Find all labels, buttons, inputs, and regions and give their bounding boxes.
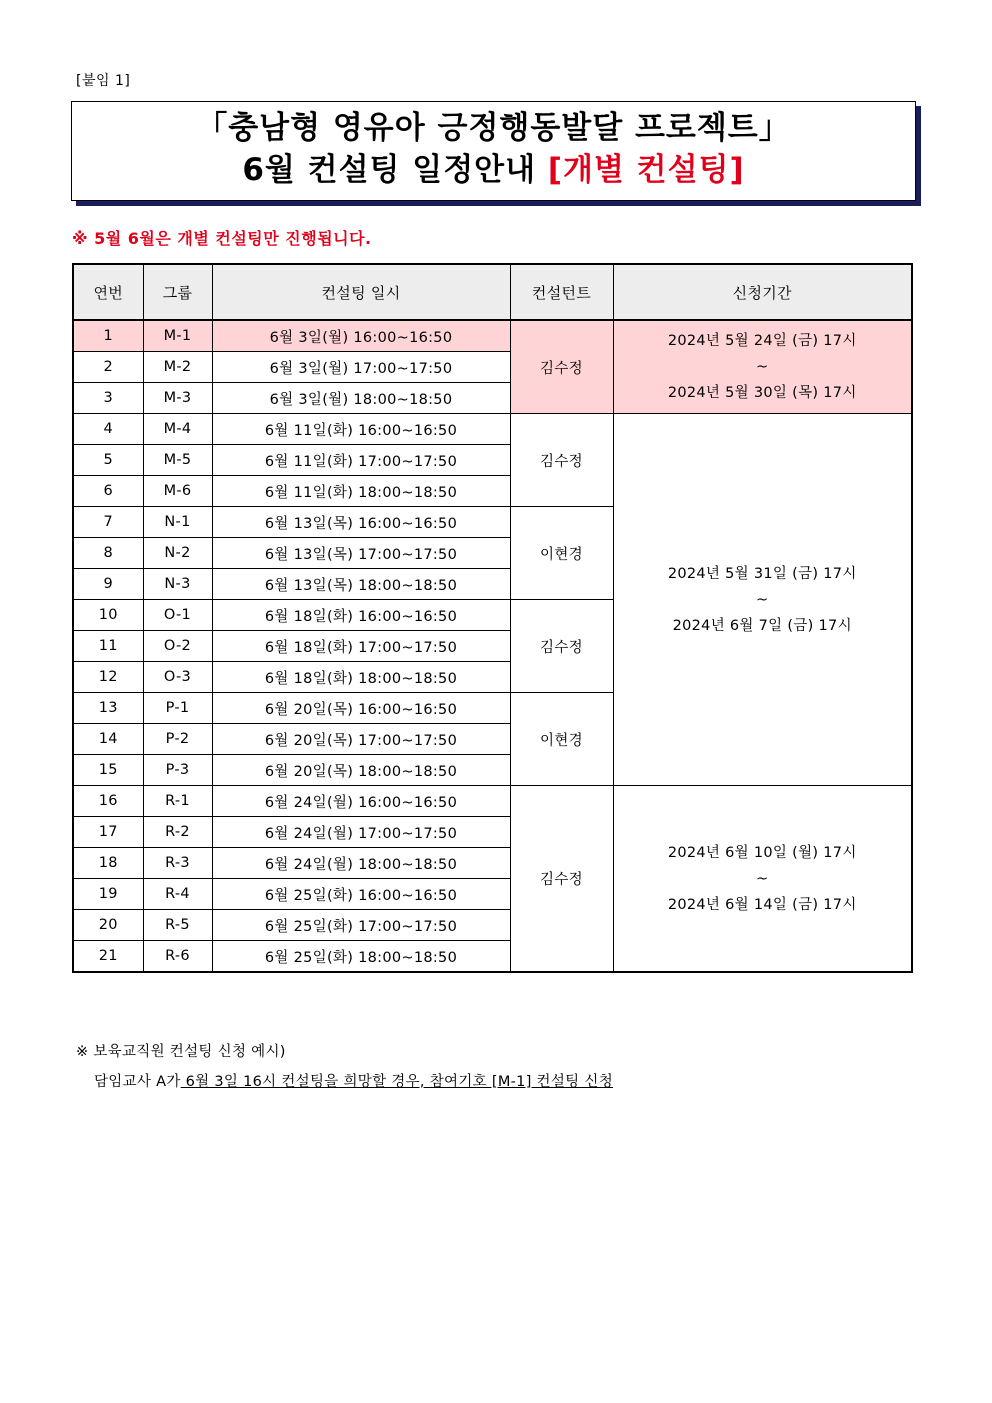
header-no: 연번	[73, 264, 143, 320]
cell-no: 8	[73, 538, 143, 569]
cell-no: 4	[73, 414, 143, 445]
cell-datetime: 6월 13일(목) 16:00~16:50	[212, 507, 510, 538]
cell-no: 10	[73, 600, 143, 631]
cell-datetime: 6월 20일(목) 17:00~17:50	[212, 724, 510, 755]
cell-consultant: 이현경	[510, 693, 613, 786]
title-line2	[72, 148, 915, 192]
cell-group: M-6	[143, 476, 212, 507]
example-text	[94, 1070, 613, 1091]
cell-datetime: 6월 24일(월) 16:00~16:50	[212, 786, 510, 817]
cell-consultant: 김수정	[510, 320, 613, 414]
cell-datetime: 6월 24일(월) 17:00~17:50	[212, 817, 510, 848]
cell-no: 20	[73, 910, 143, 941]
cell-no: 5	[73, 445, 143, 476]
cell-consultant: 이현경	[510, 507, 613, 600]
cell-group: P-2	[143, 724, 212, 755]
cell-datetime: 6월 11일(화) 18:00~18:50	[212, 476, 510, 507]
cell-group: R-1	[143, 786, 212, 817]
cell-no: 2	[73, 352, 143, 383]
cell-consultant: 김수정	[510, 786, 613, 973]
cell-group: M-4	[143, 414, 212, 445]
title-box	[71, 101, 916, 201]
cell-group: N-3	[143, 569, 212, 600]
header-datetime: 컨설팅 일시	[212, 264, 510, 320]
cell-consultant: 김수정	[510, 414, 613, 507]
cell-no: 14	[73, 724, 143, 755]
cell-datetime: 6월 25일(화) 16:00~16:50	[212, 879, 510, 910]
cell-group: R-3	[143, 848, 212, 879]
cell-datetime: 6월 3일(월) 17:00~17:50	[212, 352, 510, 383]
period-sep: ~	[756, 591, 769, 608]
cell-no: 21	[73, 941, 143, 973]
cell-no: 11	[73, 631, 143, 662]
header-period: 신청기간	[613, 264, 912, 320]
period-end: 2024년 5월 30일 (목) 17시	[667, 385, 857, 401]
period-start: 2024년 5월 31일 (금) 17시	[667, 565, 857, 582]
cell-period	[613, 786, 912, 973]
cell-consultant: 김수정	[510, 600, 613, 693]
cell-group: O-1	[143, 600, 212, 631]
cell-no: 18	[73, 848, 143, 879]
cell-group: R-2	[143, 817, 212, 848]
cell-no: 1	[73, 320, 143, 352]
period-sep: ~	[756, 870, 769, 887]
cell-period	[613, 414, 912, 786]
cell-group: R-4	[143, 879, 212, 910]
schedule-table	[72, 263, 913, 973]
cell-datetime: 6월 25일(화) 18:00~18:50	[212, 941, 510, 973]
cell-no: 19	[73, 879, 143, 910]
title-line2-prefix: 6월 컨설팅 일정안내	[242, 152, 548, 188]
example-underlined: 6월 3일 16시 컨설팅을 희망할 경우, 참여기호 [M-1] 컨설팅 신청	[180, 1074, 614, 1090]
table-row	[73, 786, 912, 817]
cell-period	[613, 320, 912, 414]
cell-datetime: 6월 13일(목) 18:00~18:50	[212, 569, 510, 600]
attachment-label: [붙임 1]	[76, 73, 131, 89]
cell-group: N-1	[143, 507, 212, 538]
cell-datetime: 6월 20일(목) 16:00~16:50	[212, 693, 510, 724]
title-line2-highlight: [개별 컨설팅]	[547, 152, 745, 188]
header-group: 그룹	[143, 264, 212, 320]
cell-datetime: 6월 20일(목) 18:00~18:50	[212, 755, 510, 786]
cell-no: 12	[73, 662, 143, 693]
period-end: 2024년 6월 14일 (금) 17시	[667, 896, 857, 913]
table-header-row	[73, 264, 912, 320]
cell-no: 3	[73, 383, 143, 414]
cell-group: O-3	[143, 662, 212, 693]
cell-group: M-5	[143, 445, 212, 476]
cell-group: M-2	[143, 352, 212, 383]
cell-group: P-3	[143, 755, 212, 786]
cell-datetime: 6월 18일(화) 17:00~17:50	[212, 631, 510, 662]
cell-datetime: 6월 11일(화) 16:00~16:50	[212, 414, 510, 445]
cell-no: 13	[73, 693, 143, 724]
cell-no: 9	[73, 569, 143, 600]
cell-datetime: 6월 24일(월) 18:00~18:50	[212, 848, 510, 879]
period-sep: ~	[756, 359, 769, 375]
cell-datetime: 6월 11일(화) 17:00~17:50	[212, 445, 510, 476]
cell-datetime: 6월 18일(화) 16:00~16:50	[212, 600, 510, 631]
cell-datetime: 6월 25일(화) 17:00~17:50	[212, 910, 510, 941]
period-start: 2024년 5월 24일 (금) 17시	[667, 333, 857, 349]
cell-group: M-1	[143, 320, 212, 352]
cell-datetime: 6월 13일(목) 17:00~17:50	[212, 538, 510, 569]
cell-group: R-5	[143, 910, 212, 941]
cell-group: N-2	[143, 538, 212, 569]
cell-group: O-2	[143, 631, 212, 662]
cell-no: 17	[73, 817, 143, 848]
cell-group: M-3	[143, 383, 212, 414]
cell-datetime: 6월 3일(월) 18:00~18:50	[212, 383, 510, 414]
title-line1: 「충남형 영유아 긍정행동발달 프로젝트」	[196, 110, 791, 146]
cell-no: 7	[73, 507, 143, 538]
cell-group: P-1	[143, 693, 212, 724]
period-end: 2024년 6월 7일 (금) 17시	[672, 617, 852, 634]
cell-datetime: 6월 18일(화) 18:00~18:50	[212, 662, 510, 693]
header-consultant: 컨설턴트	[510, 264, 613, 320]
cell-no: 16	[73, 786, 143, 817]
example-title: ※ 보육교직원 컨설팅 신청 예시)	[76, 1044, 286, 1060]
cell-group: R-6	[143, 941, 212, 973]
notice-text: ※ 5월 6월은 개별 컨설팅만 진행됩니다.	[72, 229, 372, 248]
table-row	[73, 414, 912, 445]
cell-no: 6	[73, 476, 143, 507]
example-prefix: 담임교사 A가	[94, 1074, 181, 1090]
cell-no: 15	[73, 755, 143, 786]
cell-datetime: 6월 3일(월) 16:00~16:50	[212, 320, 510, 352]
table-row	[73, 320, 912, 352]
period-start: 2024년 6월 10일 (월) 17시	[667, 844, 857, 861]
